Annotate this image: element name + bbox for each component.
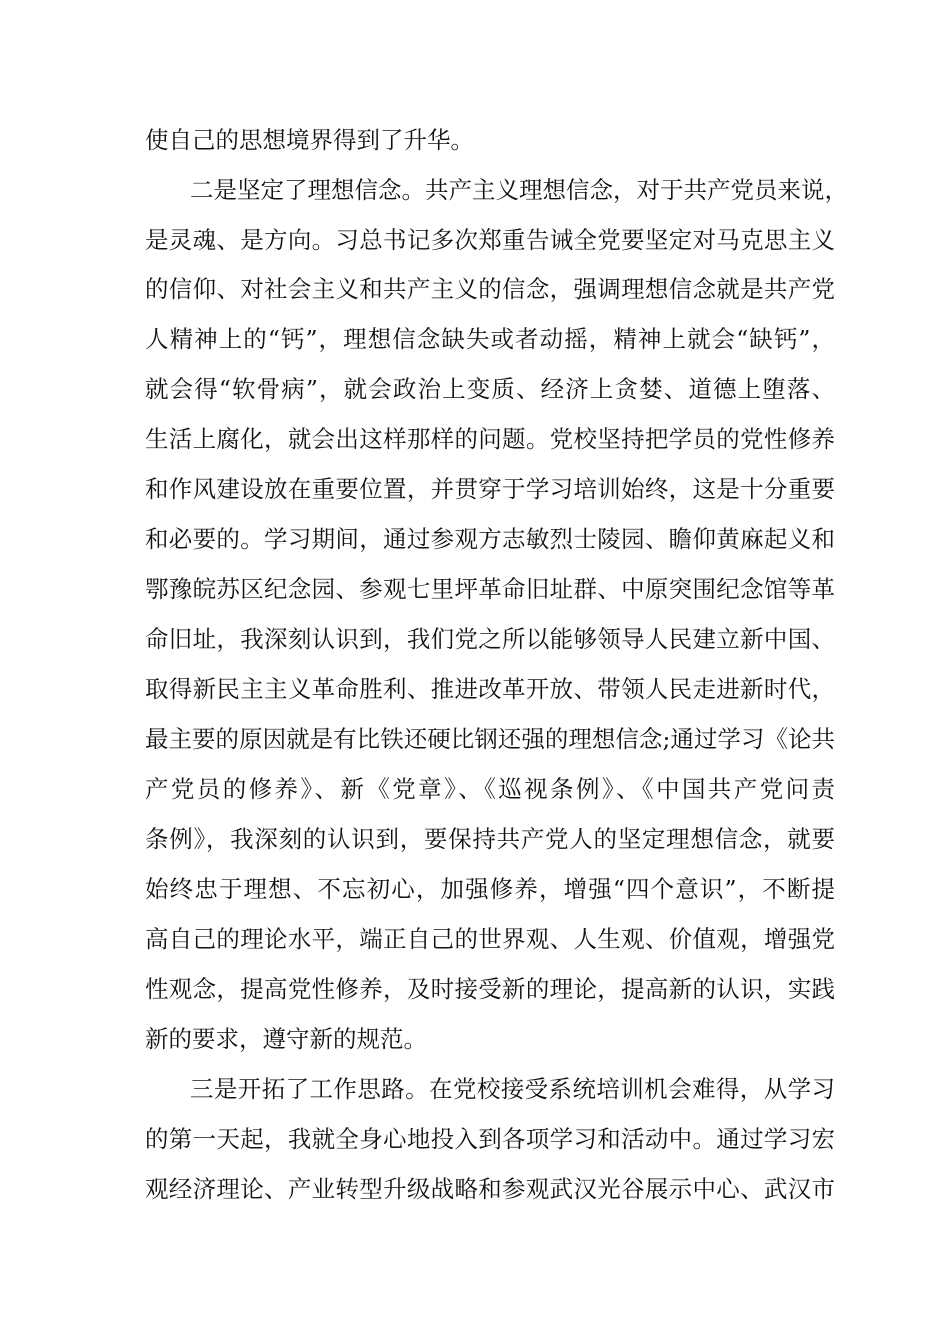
text-line: 产党员的修养》、新《党章》、《巡视条例》、《中国共产党问责 <box>145 775 835 803</box>
text-line: 命旧址，我深刻认识到，我们党之所以能够领导人民建立新中国、 <box>145 625 835 653</box>
text-line: 条例》，我深刻的认识到，要保持共产党人的坚定理想信念，就要 <box>145 825 835 853</box>
text-line: 和必要的。学习期间，通过参观方志敏烈士陵园、瞻仰黄麻起义和 <box>145 525 835 553</box>
text-line: 取得新民主主义革命胜利、推进改革开放、带领人民走进新时代， <box>145 675 835 703</box>
text-line: 是灵魂、是方向。习总书记多次郑重告诫全党要坚定对马克思主义 <box>145 226 835 254</box>
text-line: 高自己的理论水平，端正自己的世界观、人生观、价值观，增强党 <box>145 925 835 953</box>
text-line: 三是开拓了工作思路。在党校接受系统培训机会难得，从学习 <box>190 1075 835 1103</box>
text-line: 和作风建设放在重要位置，并贯穿于学习培训始终，这是十分重要 <box>145 475 835 503</box>
text-line: 性观念，提高党性修养，及时接受新的理论，提高新的认识，实践 <box>145 975 835 1003</box>
text-line: 二是坚定了理想信念。共产主义理想信念，对于共产党员来说， <box>190 176 848 204</box>
text-line: 最主要的原因就是有比铁还硬比钢还强的理想信念;通过学习《论共 <box>145 725 835 753</box>
text-line: 生活上腐化，就会出这样那样的问题。党校坚持把学员的党性修养 <box>145 425 835 453</box>
text-line: 观经济理论、产业转型升级战略和参观武汉光谷展示中心、武汉市 <box>145 1175 835 1203</box>
text-line: 的第一天起，我就全身心地投入到各项学习和活动中。通过学习宏 <box>145 1125 835 1153</box>
text-line: 人精神上的“钙”，理想信念缺失或者动摇，精神上就会“缺钙”， <box>145 325 835 353</box>
text-line: 新的要求，遵守新的规范。 <box>145 1025 427 1053</box>
text-line: 鄂豫皖苏区纪念园、参观七里坪革命旧址群、中原突围纪念馆等革 <box>145 575 835 603</box>
text-line: 就会得“软骨病”，就会政治上变质、经济上贪婪、道德上堕落、 <box>145 375 835 403</box>
text-line: 的信仰、对社会主义和共产主义的信念，强调理想信念就是共产党 <box>145 275 835 303</box>
text-line: 使自己的思想境界得到了升华。 <box>145 126 474 154</box>
text-line: 始终忠于理想、不忘初心，加强修养，增强“四个意识”，不断提 <box>145 875 835 903</box>
